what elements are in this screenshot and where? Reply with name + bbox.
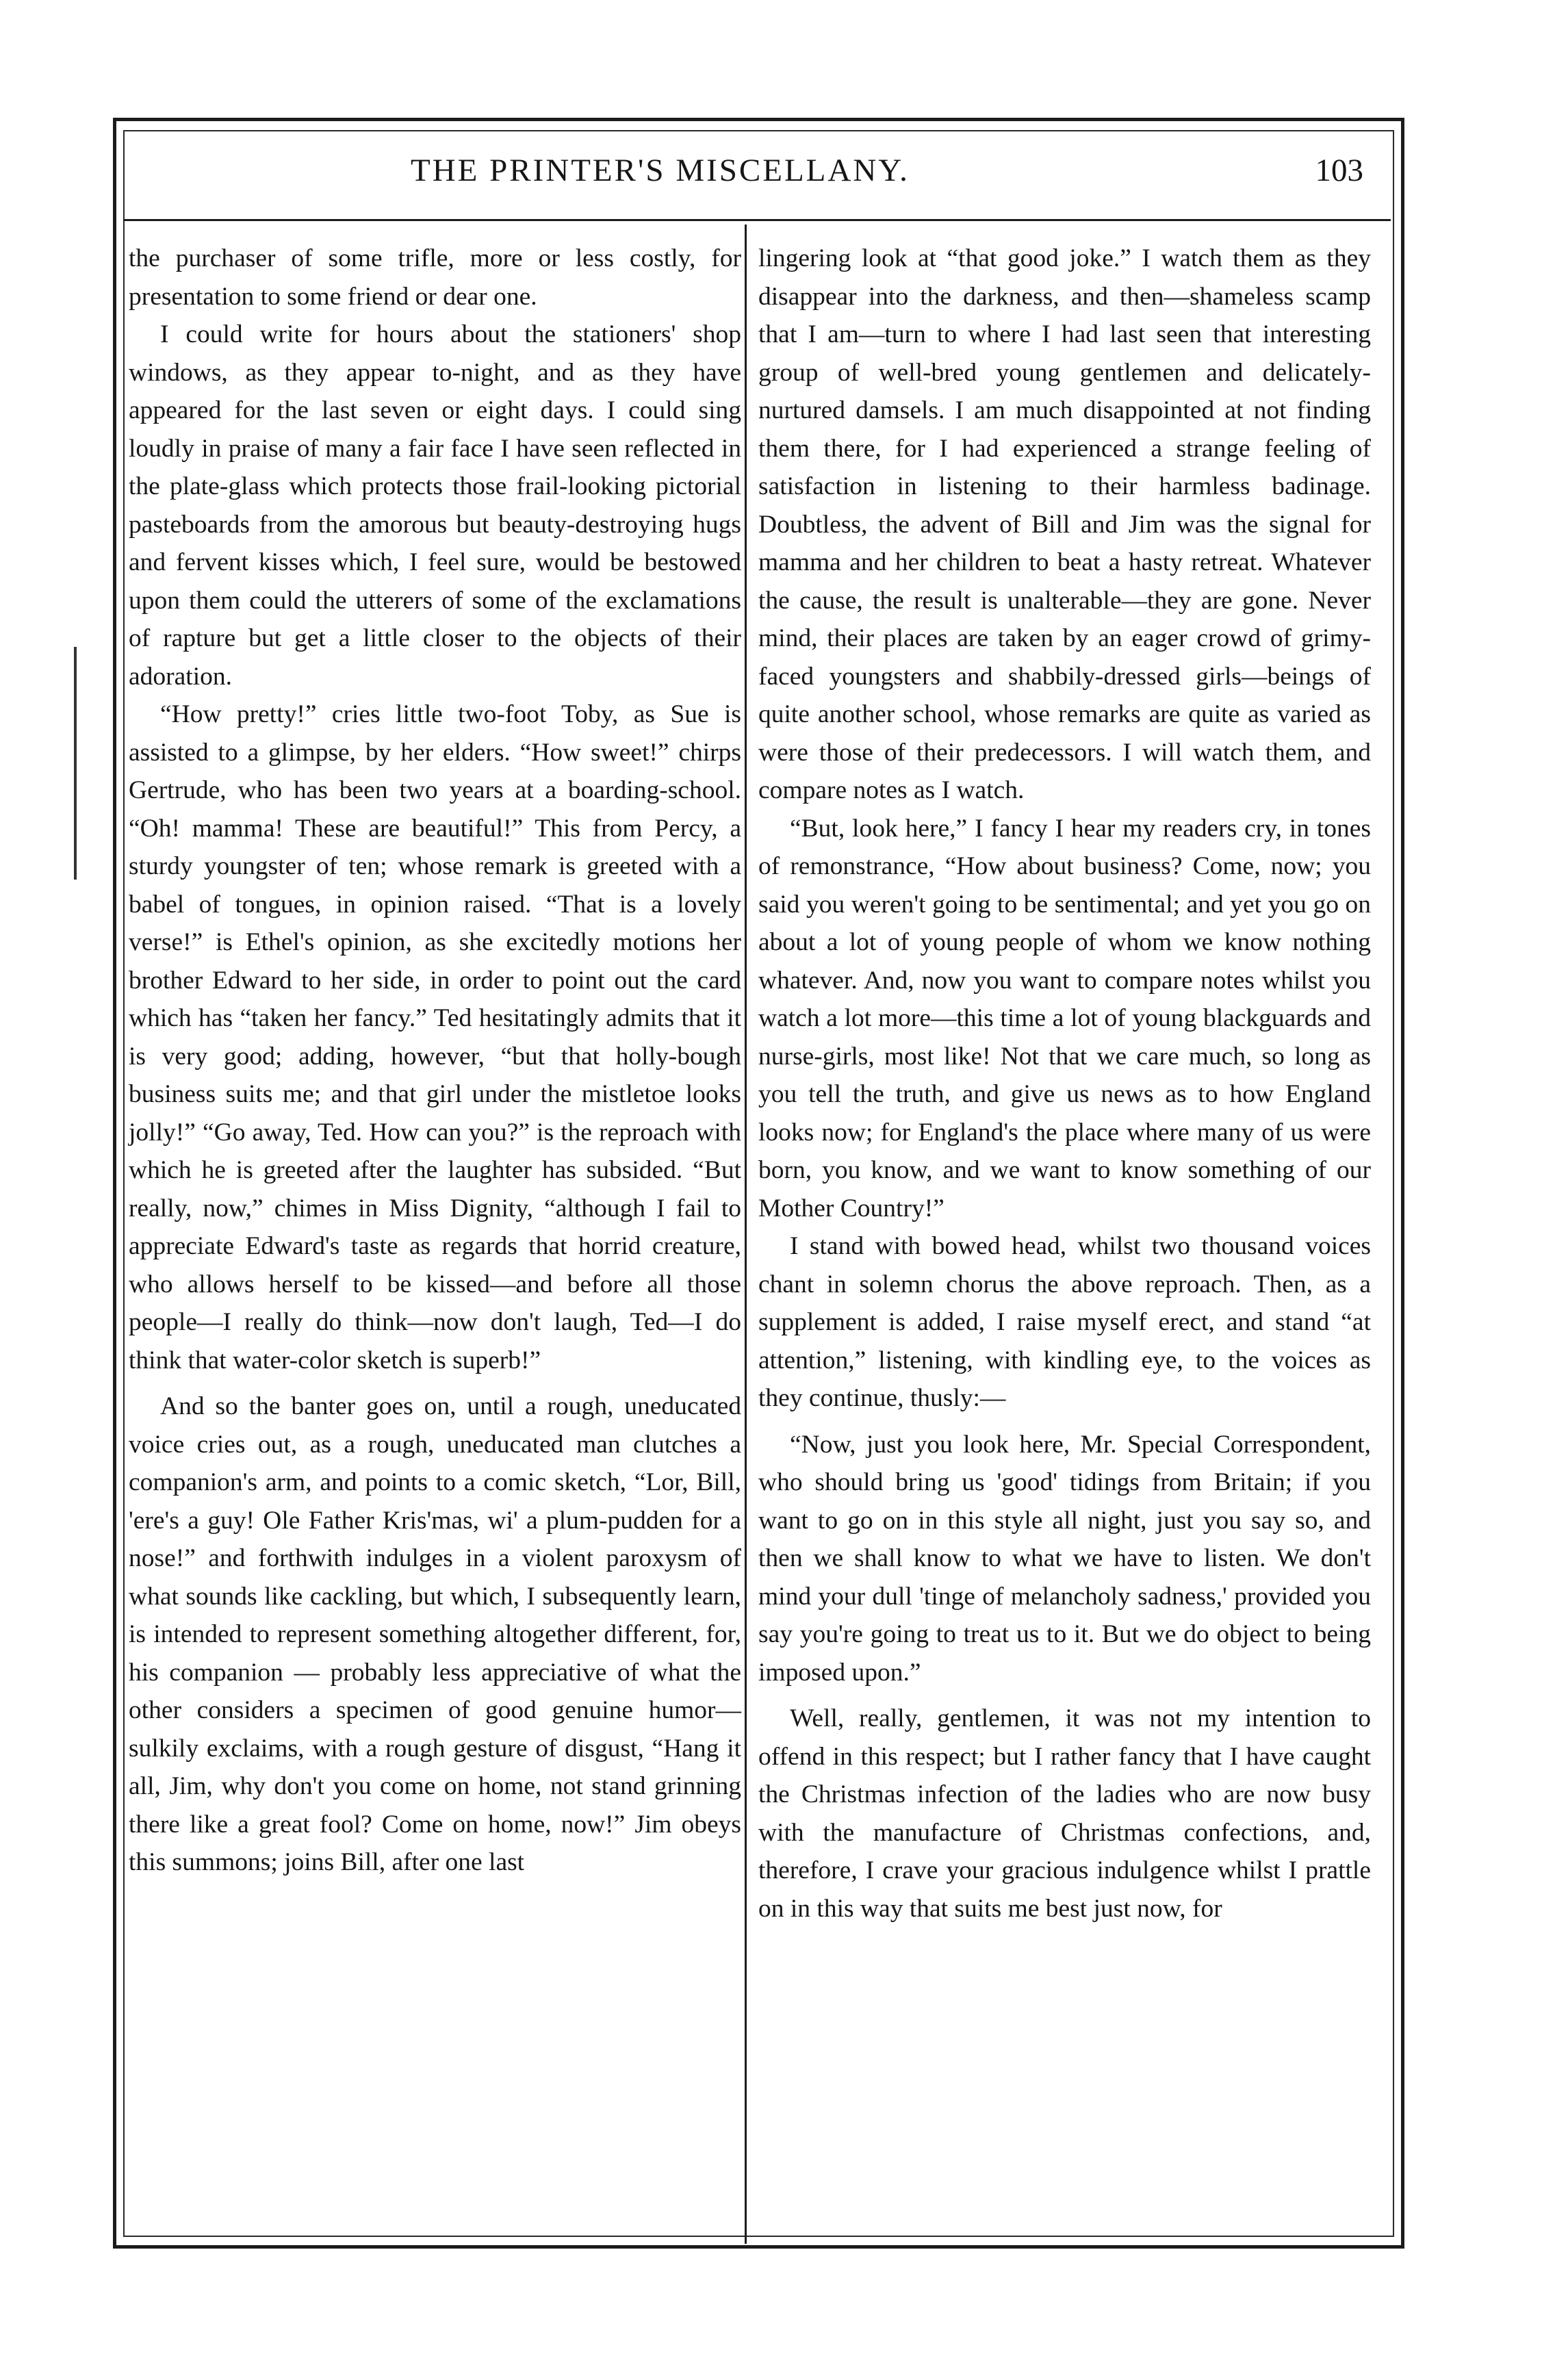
left-column (129, 240, 741, 1882)
paragraph: I could write for hours about the stationers' shop windows, as they appear to-night, and as they have appeared for the last seven or eight days. I could sing loudly in praise of many a fair face I have seen reflected in the plate-glass which protects those frail-looking pictorial pasteboards from the amorous but beauty-destroying hugs and fervent kisses which, I feel sure, would be bestowed upon them could the utterers of some of the exclamations of rapture but get a little closer to the objects of their adoration. (129, 320, 741, 691)
paragraph: lingering look at “that good joke.” I watch them as they disappear into the darkness, and then—shameless scamp that I am—turn to where I had last seen that interesting group of well-bred young gentlemen and delicately-nurtured damsels. I am much disappointed at not finding them there, for I had experienced a strange feeling of satisfaction in listening to their harmless badinage. Doubtless, the advent of Bill and Jim was the signal for mamma and her children to beat a hasty retreat. Whatever the cause, the result is unalterable—they are gone. Never mind, their places are taken by an eager crowd of grimy-faced youngsters and shabbily-dressed girls—beings of quite another school, whose remarks are quite as varied as were those of their predecessors. I will watch them, and compare notes as I watch. (758, 244, 1371, 804)
paragraph: “Now, just you look here, Mr. Special Correspondent, who should bring us 'good' tidings from Britain; if you want to go on in this style all night, just you say so, and then we shall know to what we have to listen. We don't mind your dull 'tinge of melancholy sadness,' provided you say you're going to treat us to it. But we do object to being imposed upon.” (758, 1430, 1371, 1687)
paragraph: “But, look here,” I fancy I hear my readers cry, in tones of remonstrance, “How about business? Come, now; you said you weren't going to be sentimental; and yet you go on about a lot of young people of whom we know nothing whatever. And, now you want to compare notes whilst you watch a lot more—this time a lot of young blackguards and nurse-girls, most like! Not that we care much, so long as you tell the truth, and give us news as to how England looks now; for England's the place where many of us were born, you know, and we want to know something of our Mother Country!” (758, 814, 1371, 1223)
paragraph: I stand with bowed head, whilst two thousand voices chant in solemn chorus the above reproach. Then, as a supplement is added, I raise myself erect, and stand “at attention,” listening, with kindling eye, to the voices as they continue, thusly:— (758, 1232, 1371, 1412)
margin-mark (74, 647, 77, 880)
paragraph: the purchaser of some trifle, more or less costly, for presentation to some friend or dear one. (129, 244, 741, 311)
paragraph: Well, really, gentlemen, it was not my intention to offend in this respect; but I rather fancy that I have caught the Christmas infection of the ladies who are now busy with the manufacture of Christmas confections, and, therefore, I crave your gracious indulgence whilst I prattle on in this way that suits me best just now, for (758, 1704, 1371, 1923)
running-title: THE PRINTER'S MISCELLANY. (411, 153, 910, 188)
paragraph: “How pretty!” cries little two-foot Toby, as Sue is assisted to a glimpse, by her elders. “How sweet!” chirps Gertrude, who has been two years at a boarding-school. “Oh! mamma! These are beautiful!” This from Percy, a sturdy youngster of ten; whose remark is greeted with a babel of tongues, in opinion raised. “That is a lovely verse!” is Ethel's opinion, as she excitedly motions her brother Edward to her side, in order to point out the card which has “taken her fancy.” Ted hesitatingly admits that it is very good; adding, however, “but that holly-bough business suits me; and that girl under the mistletoe looks jolly!” “Go away, Ted. How can you?” is the reproach with which he is greeted after the laughter has subsided. “But really, now,” chimes in Miss Dignity, “although I fail to appreciate Edward's taste as regards that horrid creature, who allows herself to be kissed—and before all those people—I really do think—now don't laugh, Ted—I do think that water-color sketch is superb!” (129, 700, 741, 1374)
paragraph: And so the banter goes on, until a rough, uneducated voice cries out, as a rough, uneducated man clutches a companion's arm, and points to a comic sketch, “Lor, Bill, 'ere's a guy! Ole Father Kris'mas, wi' a plum-pudden for a nose!” and forthwith indulges in a violent paroxysm of what sounds like cackling, but which, I subsequently learn, is intended to represent something altogether different, for, his companion — probably less appreciative of what the other considers a specimen of good genuine humor—sulkily exclaims, with a rough gesture of disgust, “Hang it all, Jim, why don't you come on home, not stand grinning there like a great fool? Come on home, now!” Jim obeys this summons; joins Bill, after one last (129, 1392, 741, 1876)
column-divider (745, 225, 747, 2244)
running-head (123, 152, 1391, 200)
right-column (758, 240, 1371, 1928)
header-rule (123, 219, 1391, 221)
page-number: 103 (1315, 153, 1363, 188)
